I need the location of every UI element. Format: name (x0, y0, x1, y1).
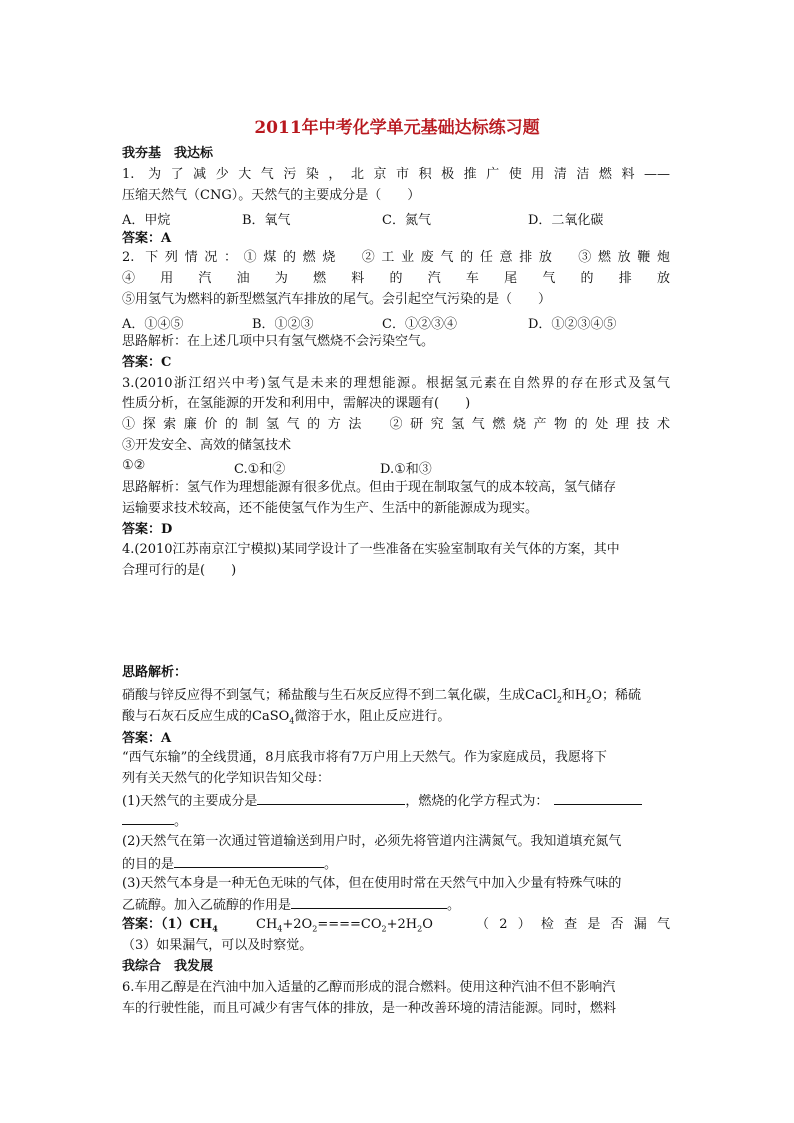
option-a: A．甲烷 (122, 213, 171, 228)
option-b: B．①②③ (252, 317, 314, 332)
subscript: 2 (586, 695, 592, 705)
analysis-label: 思路解析： (122, 665, 188, 680)
question-5-part-1-cont (122, 812, 187, 830)
answer-blank (291, 896, 447, 909)
question-5-line: 列有关天然气的化学知识告知父母： (122, 771, 331, 786)
question-5-part-3: (3)天然气本身是一种无色无味的气体，但在使用时常在天然气中加入少量有特殊气味的 (122, 876, 622, 891)
text: CH (256, 917, 278, 932)
answer-blank (554, 792, 642, 805)
question-1-line: 压缩天然气（CNG）。天然气的主要成分是（ ） (122, 188, 421, 203)
question-2-line: ⑤用氢气为燃料的新型燃氢汽车排放的尾气。会引起空气污染的是（ ） (122, 292, 552, 307)
question-2-line: 2. 下列情况：①煤的燃烧 ②工业废气的任意排放 ③燃放鞭炮 (122, 250, 670, 265)
analysis-text: 思路解析：在上述几项中只有氢气燃烧不会污染空气。 (122, 334, 435, 349)
question-6-line: 车的行驶性能，而且可减少有害气体的排放，是一种改善环境的清洁能源。同时，燃料 (122, 1001, 617, 1016)
option-a: A．①④⑤ (122, 317, 184, 332)
option-c: C．氮气 (382, 213, 431, 228)
question-3-line: ③开发安全、高效的储氢技术 (122, 438, 292, 453)
analysis-line (122, 688, 641, 709)
question-5-line: “西气东输”的全线贯通，8月底我市将有7万户用上天然气。作为家庭成员，我愿将下 (122, 750, 607, 765)
page-title: 2011年中考化学单元基础达标练习题 (254, 118, 540, 138)
answer-line: （3）如果漏气，可以及时察觉。 (122, 938, 313, 953)
question-3-line: ①探索廉价的制氢气的方法 ②研究氢气燃烧产物的处理技术 (122, 417, 670, 432)
question-5-part-1 (122, 792, 642, 810)
option-b: B．氧气 (242, 213, 291, 228)
option-d: D．①②③④⑤ (528, 317, 617, 332)
subscript: 4 (212, 923, 218, 934)
subscript: 2 (556, 695, 562, 705)
text: O (422, 917, 433, 932)
text: 乙硫醇。加入乙硫醇的作用是 (122, 898, 292, 913)
answer: 答案：A (122, 731, 172, 746)
text: +2H (386, 917, 418, 932)
subscript: 4 (277, 924, 283, 934)
text: +2O (282, 917, 313, 932)
text: ====CO (317, 917, 382, 932)
analysis-line: 思路解析：氢气作为理想能源有很多优点。但由于现在制取氢气的成本较高，氢气储存 (122, 480, 617, 495)
question-1-line: 1. 为了减少大气污染，北京市积极推广使用清洁燃料—— (122, 167, 670, 182)
text: 。 (174, 814, 188, 829)
question-4-line: 4.(2010江苏南京江宁模拟)某同学设计了一些准备在实验室制取有关气体的方案，其中 (122, 542, 620, 557)
section-heading: 我夯基 我达标 (122, 146, 214, 161)
subscript: 2 (312, 924, 318, 934)
text: 。 (324, 857, 338, 872)
question-6-line: 6.车用乙醇是在汽油中加入适量的乙醇而形成的混合燃料。使用这种汽油不但不影响汽 (122, 980, 616, 995)
answer-blank (257, 792, 405, 805)
text: 微溶于水，阻止反应进行。 (294, 709, 451, 724)
option-c: C.①和② (234, 462, 286, 477)
answer-part-2: （2）检查是否漏气 (476, 917, 670, 932)
subscript: 4 (289, 716, 295, 726)
question-2-line: ④用汽油为燃料的汽车尾气的排放 (122, 271, 670, 286)
analysis (122, 334, 434, 350)
text: ，燃烧的化学方程式为： (405, 794, 549, 809)
answer-blank (174, 855, 324, 868)
question-5-part-2: (2)天然气在第一次通过管道输送到用户时，必须先将管道内注满氮气。我知道填充氮气 (122, 834, 622, 849)
question-3-line: 3.(2010浙江绍兴中考)氢气是未来的理想能源。根据氢元素在自然界的存在形式及氢气 (122, 376, 670, 391)
text: (1)天然气的主要成分是 (122, 794, 258, 809)
answer: 答案：D (122, 522, 173, 537)
answer (122, 917, 218, 937)
equation (256, 917, 433, 938)
question-4-line: 合理可行的是( ) (122, 563, 237, 578)
text: 酸与石灰石反应生成的CaSO (122, 709, 290, 724)
question-3-line: 性质分析，在氢能源的开发和利用中，需解决的课题有( ) (122, 396, 471, 411)
text: O；稀硫 (591, 688, 642, 703)
analysis-line (122, 709, 450, 730)
subscript: 2 (381, 924, 387, 934)
text: 的目的是 (122, 857, 175, 872)
answer-blank (122, 812, 174, 825)
question-5-part-3-cont (122, 896, 460, 914)
answer: 答案：A (122, 231, 172, 246)
subscript: 2 (417, 924, 423, 934)
text: 硝酸与锌反应得不到氢气；稀盐酸与生石灰反应得不到二氧化碳，生成CaCl (122, 688, 557, 703)
option-d: D．二氧化碳 (528, 213, 604, 228)
text: 答案：（1）CH (122, 917, 213, 932)
text: 和H (561, 688, 587, 703)
section-heading: 我综合 我发展 (122, 959, 214, 974)
option-b: ①② (122, 458, 146, 473)
option-c: C．①②③④ (382, 317, 457, 332)
option-d: D.①和③ (380, 462, 432, 477)
analysis-line: 运输要求技术较高，还不能使氢气作为生产、生活中的新能源成为现实。 (122, 501, 539, 516)
text: 。 (447, 898, 461, 913)
answer: 答案：C (122, 355, 172, 370)
question-5-part-2-cont (122, 855, 337, 873)
